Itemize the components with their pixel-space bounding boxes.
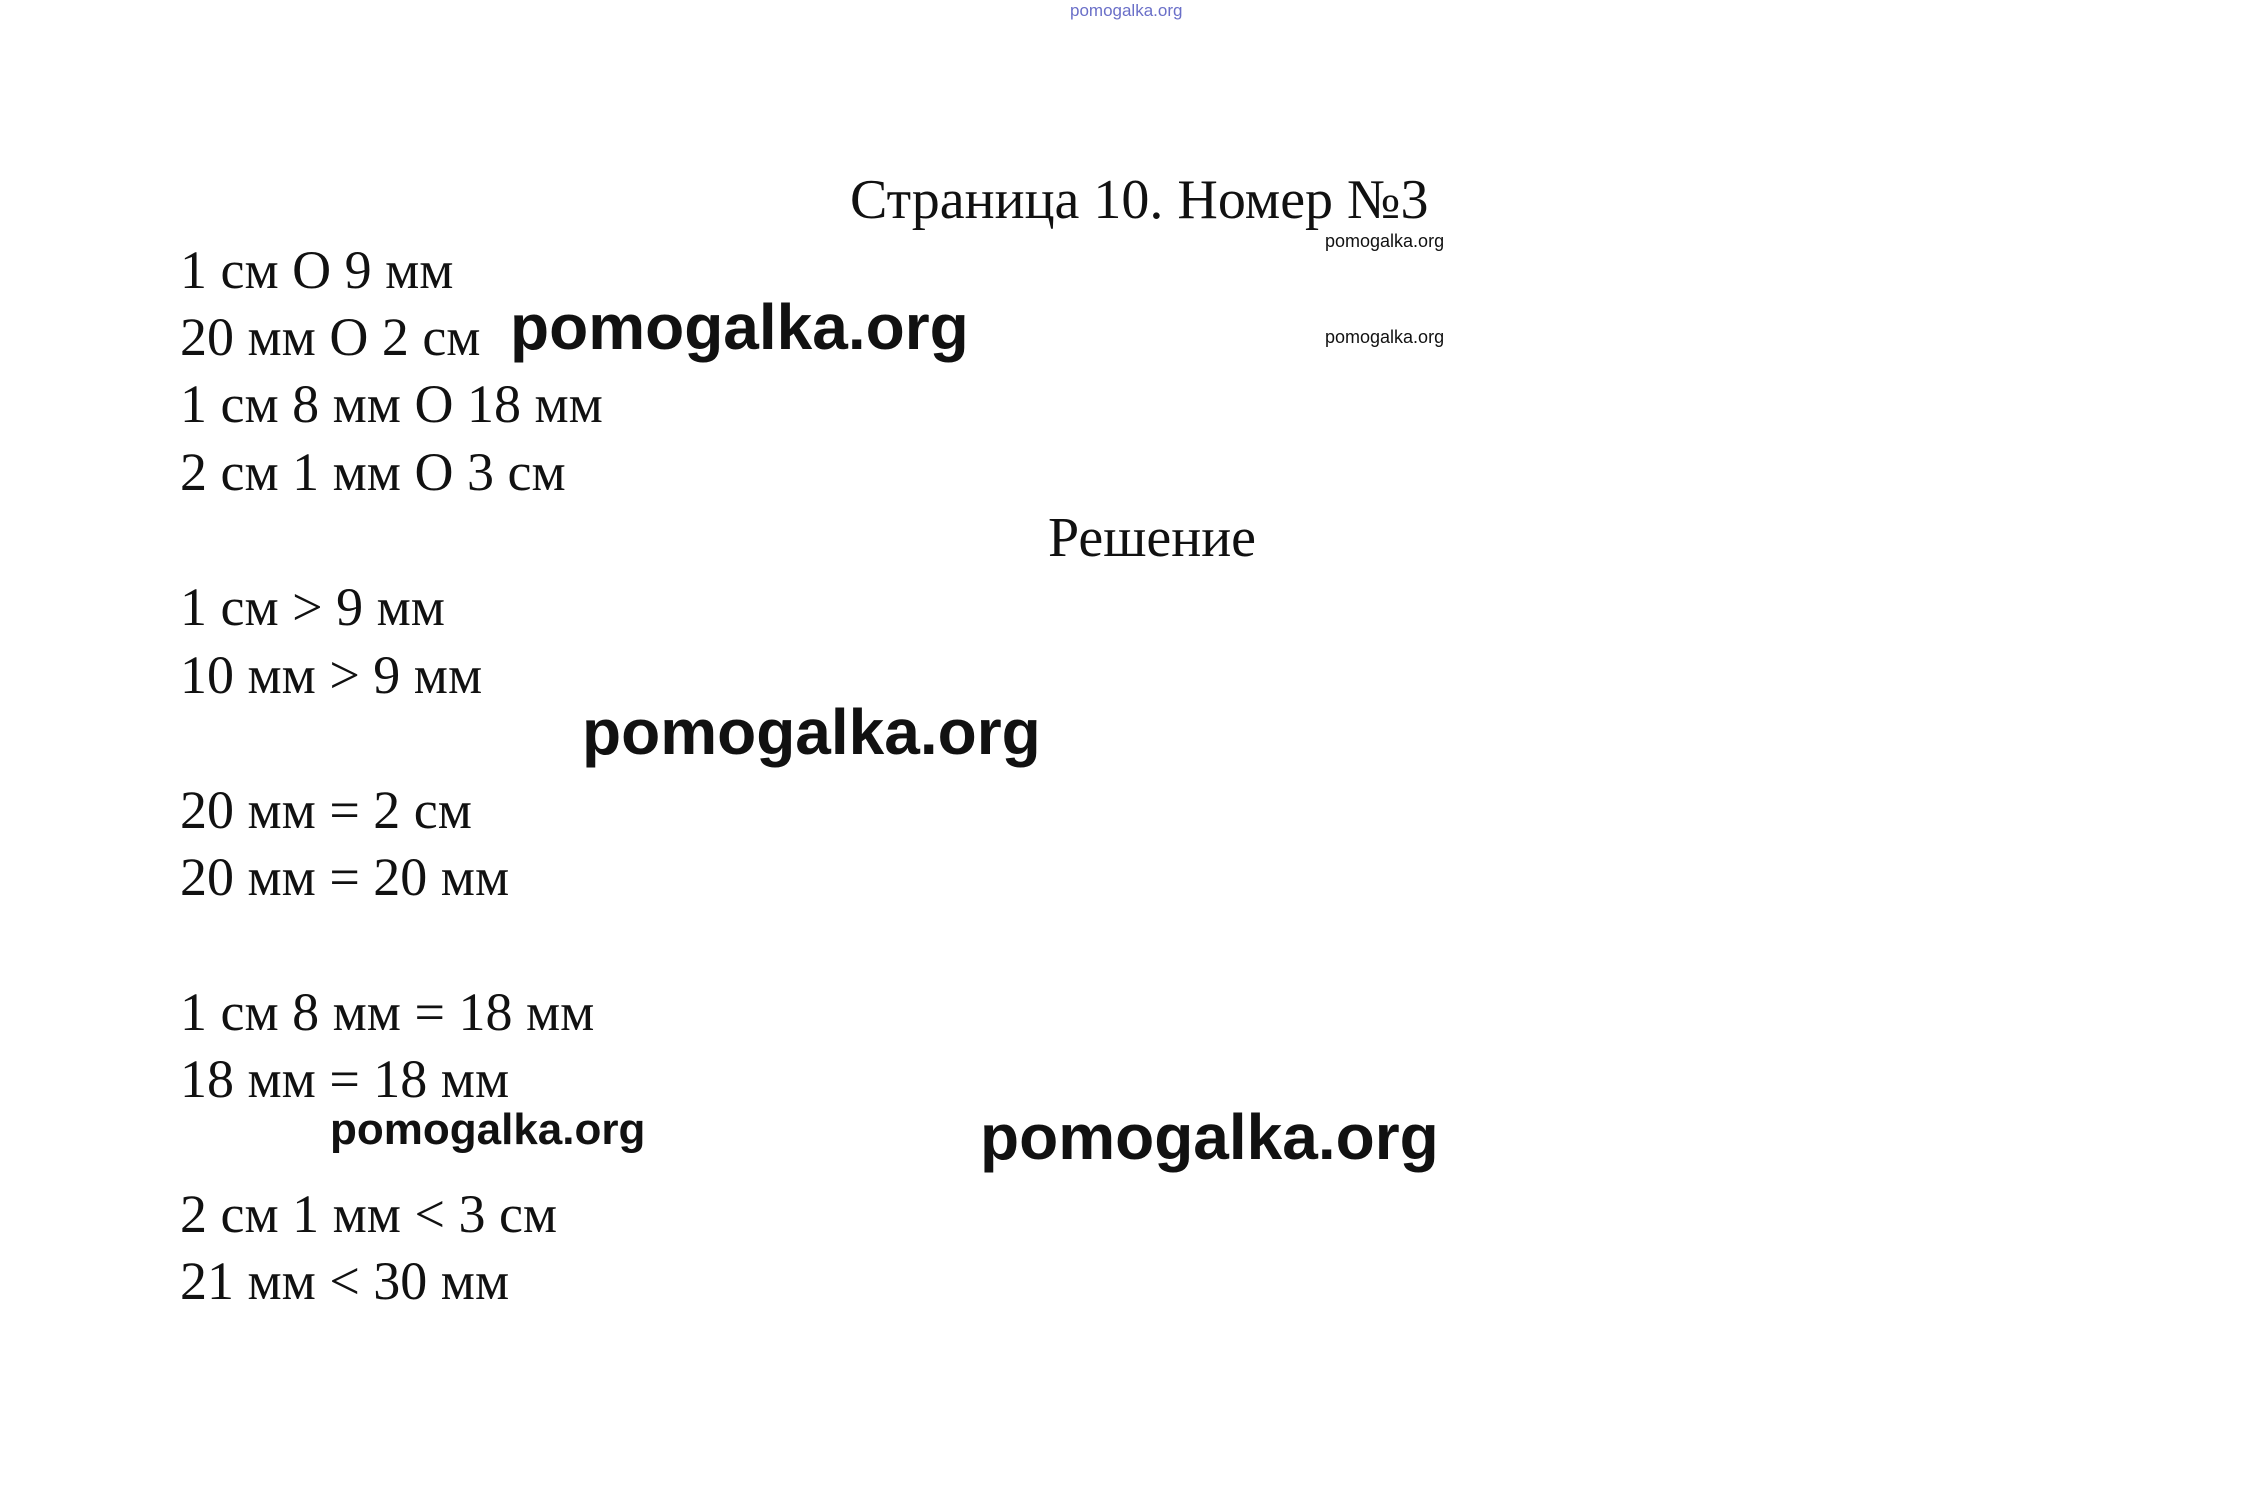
solution-line-5: 1 см 8 мм = 18 мм bbox=[180, 982, 595, 1042]
solution-line-4: 20 мм = 20 мм bbox=[180, 847, 510, 907]
problem-line-1: 1 см О 9 мм bbox=[180, 240, 454, 300]
solution-line-3: 20 мм = 2 см bbox=[180, 780, 472, 840]
solution-line-6: 18 мм = 18 мм bbox=[180, 1049, 510, 1109]
watermark-small-2: pomogalka.org bbox=[1325, 327, 1445, 347]
site-link[interactable]: pomogalka.org bbox=[1070, 1, 1183, 20]
solution-heading: Решение bbox=[1048, 507, 1257, 569]
watermark-large-3: pomogalka.org bbox=[980, 1101, 1439, 1173]
watermark-large-1: pomogalka.org bbox=[510, 291, 969, 363]
watermark-small-1: pomogalka.org bbox=[1325, 231, 1445, 251]
problem-line-2: 20 мм О 2 см bbox=[180, 307, 481, 367]
page-title: Страница 10. Номер №3 bbox=[850, 169, 1429, 231]
solution-line-8: 21 мм < 30 мм bbox=[180, 1251, 510, 1311]
watermark-medium: pomogalka.org bbox=[330, 1105, 646, 1154]
solution-line-2: 10 мм > 9 мм bbox=[180, 645, 483, 705]
solution-line-1: 1 см > 9 мм bbox=[180, 577, 445, 637]
watermark-large-2: pomogalka.org bbox=[582, 696, 1041, 768]
problem-line-3: 1 см 8 мм О 18 мм bbox=[180, 374, 603, 434]
problem-line-4: 2 см 1 мм О 3 см bbox=[180, 442, 566, 502]
solution-line-7: 2 см 1 мм < 3 см bbox=[180, 1184, 558, 1244]
